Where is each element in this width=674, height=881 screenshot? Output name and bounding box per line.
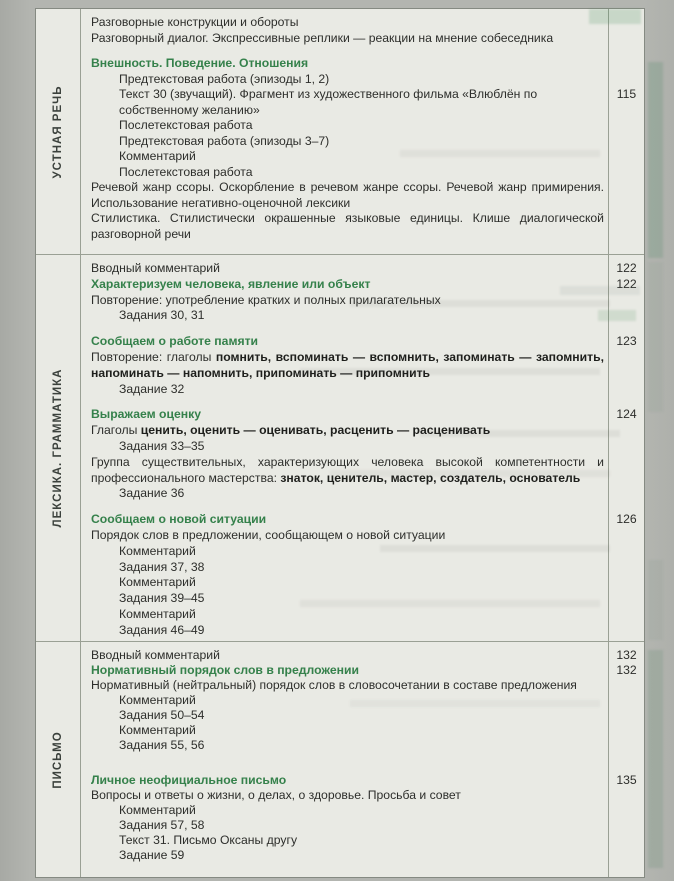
toc-heading <box>81 773 644 788</box>
page-number: 122 <box>616 276 637 291</box>
toc-entry <box>81 486 644 502</box>
section-pismo <box>36 642 644 877</box>
toc-entry-text: Вводный комментарий <box>91 261 220 275</box>
toc-entry-text: Послетекстовая работа <box>119 118 253 132</box>
toc-spacer <box>81 397 644 407</box>
toc-entry-text: Задание 32 <box>119 381 185 396</box>
toc-entry <box>81 87 644 118</box>
toc-entry-text: Глаголы ценить, оценить — оценивать, расценить — расценивать <box>91 423 491 438</box>
toc-entry-text: Разговорные конструкции и обороты <box>91 15 299 29</box>
section-content <box>81 255 644 641</box>
toc-entry <box>81 149 644 165</box>
section-label: ЛЕКСИКА. ГРАММАТИКА <box>52 368 64 528</box>
toc-entry <box>81 607 644 623</box>
bleed-artifact <box>648 62 663 258</box>
toc-entry <box>81 591 644 607</box>
toc-entry <box>81 544 644 560</box>
toc-entry-text: Задания 39–45 <box>119 591 205 606</box>
page-number: 132 <box>616 663 637 677</box>
section-label: ПИСЬМО <box>52 730 64 789</box>
toc-entry <box>81 623 644 639</box>
toc-table <box>35 8 645 878</box>
toc-heading <box>81 277 644 293</box>
toc-entry-text: Группа существительных, характеризующих человека высокой компетентности и профессионального мастерства: знаток, ценитель, мастер, создатель, основатель <box>91 454 604 485</box>
toc-entry-text: Внешность. Поведение. Отношения <box>91 56 309 70</box>
toc-spacer <box>81 46 644 56</box>
bleed-artifact <box>648 262 663 412</box>
toc-spacer <box>81 753 644 763</box>
toc-entry <box>81 211 644 242</box>
toc-entry <box>81 439 644 455</box>
section-label-cell <box>36 255 81 641</box>
toc-entry-text: Выражаем оценку <box>91 407 201 422</box>
toc-entry-text: Нормативный порядок слов в предложении <box>91 663 359 677</box>
toc-entry <box>81 528 644 544</box>
toc-entry-text: Предтекстовая работа (эпизоды 1, 2) <box>119 71 330 86</box>
toc-entry <box>81 848 644 863</box>
toc-entry <box>81 423 644 439</box>
toc-heading <box>81 334 644 350</box>
toc-entry <box>81 693 644 708</box>
toc-entry-text: Разговорный диалог. Экспрессивные реплики — реакции на мнение собеседника <box>91 30 554 45</box>
toc-entry <box>81 455 644 487</box>
toc-entry-text: Задания 33–35 <box>119 438 205 453</box>
toc-entry-text: Комментарий <box>119 149 196 163</box>
toc-spacer <box>81 324 644 334</box>
toc-entry <box>81 382 644 398</box>
toc-entry <box>81 15 644 31</box>
toc-entry-text: Текст 30 (звучащий). Фрагмент из художественного фильма «Влюблён по собственному желанию» <box>119 87 538 117</box>
toc-heading <box>81 512 644 528</box>
toc-entry <box>81 803 644 818</box>
toc-entry-text: Речевой жанр ссоры. Оскорбление в речевом жанре ссоры. Речевой жанр примирения. Использование негативно-оценочной лексики <box>91 180 604 210</box>
toc-entry <box>81 678 644 693</box>
toc-entry-text: Задания 30, 31 <box>119 308 205 323</box>
section-content <box>81 642 644 877</box>
page-number: 126 <box>616 512 637 527</box>
section-label: УСТНАЯ РЕЧЬ <box>52 85 64 178</box>
toc-entry <box>81 560 644 576</box>
toc-entry-text: Комментарий <box>119 723 196 737</box>
toc-entry <box>81 648 644 663</box>
toc-entry-text: Вводный комментарий <box>91 648 220 662</box>
toc-entry <box>81 308 644 324</box>
toc-entry <box>81 134 644 150</box>
page-number: 115 <box>616 87 637 101</box>
section-leksika-grammatika <box>36 255 644 642</box>
toc-entry-text: Сообщаем о работе памяти <box>91 334 259 349</box>
toc-heading <box>81 56 644 72</box>
toc-entry-text: Комментарий <box>119 693 196 707</box>
toc-entry-text: Задания 37, 38 <box>119 559 205 574</box>
toc-entry-text: Задания 55, 56 <box>119 738 205 752</box>
toc-heading <box>81 663 644 678</box>
page-number: 122 <box>616 261 637 275</box>
toc-entry-text: Личное неофициальное письмо <box>91 773 287 787</box>
toc-entry-text: Характеризуем человека, явление или объект <box>91 276 371 291</box>
toc-entry <box>81 31 644 47</box>
toc-entry <box>81 575 644 591</box>
toc-entry-text: Комментарий <box>119 803 196 817</box>
toc-entry <box>81 350 644 382</box>
section-label-cell <box>36 642 81 877</box>
toc-entry-text: Задание 36 <box>119 486 185 501</box>
section-content <box>81 9 644 254</box>
toc-heading <box>81 407 644 423</box>
toc-entry <box>81 261 644 277</box>
page-number: 135 <box>616 773 637 787</box>
page-number: 132 <box>616 648 637 662</box>
toc-spacer <box>81 763 644 773</box>
toc-entry-text: Комментарий <box>119 543 196 558</box>
toc-entry-text: Сообщаем о новой ситуации <box>91 512 267 527</box>
page-number: 124 <box>616 407 637 422</box>
toc-entry-text: Стилистика. Стилистически окрашенные языковые единицы. Клише диалогической разговорной речи <box>91 211 604 241</box>
bleed-artifact <box>648 650 663 868</box>
toc-entry-text: Нормативный (нейтральный) порядок слов в словосочетании в составе предложения <box>91 678 577 692</box>
toc-entry-text: Текст 31. Письмо Оксаны другу <box>119 833 298 847</box>
toc-entry-text: Послетекстовая работа <box>119 164 253 179</box>
toc-entry <box>81 118 644 134</box>
page-number: 123 <box>616 334 637 349</box>
section-label-cell <box>36 9 81 254</box>
toc-entry-text: Вопросы и ответы о жизни, о делах, о здоровье. Просьба и совет <box>91 788 461 802</box>
toc-entry-text: Повторение: глаголы помнить, вспоминать — вспомнить, запоминать — запомнить, напоминать — напомнить, припоминать — припомнить <box>91 349 604 380</box>
toc-entry <box>81 293 644 309</box>
toc-entry <box>81 833 644 848</box>
toc-entry-text: Задания 57, 58 <box>119 818 205 832</box>
toc-entry <box>81 708 644 723</box>
toc-entry <box>81 738 644 753</box>
toc-spacer <box>81 502 644 512</box>
bleed-artifact <box>648 560 663 640</box>
toc-entry <box>81 818 644 833</box>
toc-entry-text: Комментарий <box>119 575 196 590</box>
toc-entry <box>81 180 644 211</box>
toc-entry <box>81 788 644 803</box>
toc-entry-text: Задание 59 <box>119 848 185 862</box>
section-ustnaya-rech <box>36 9 644 255</box>
toc-entry-text: Комментарий <box>119 606 196 621</box>
toc-entry-text: Предтекстовая работа (эпизоды 3–7) <box>119 133 330 148</box>
toc-entry <box>81 165 644 181</box>
toc-entry-text: Повторение: употребление кратких и полных прилагательных <box>91 292 441 307</box>
toc-entry <box>81 72 644 88</box>
toc-entry-text: Задания 46–49 <box>119 622 205 637</box>
toc-entry-text: Задания 50–54 <box>119 708 205 722</box>
toc-entry <box>81 723 644 738</box>
toc-entry-text: Порядок слов в предложении, сообщающем о новой ситуации <box>91 527 446 542</box>
